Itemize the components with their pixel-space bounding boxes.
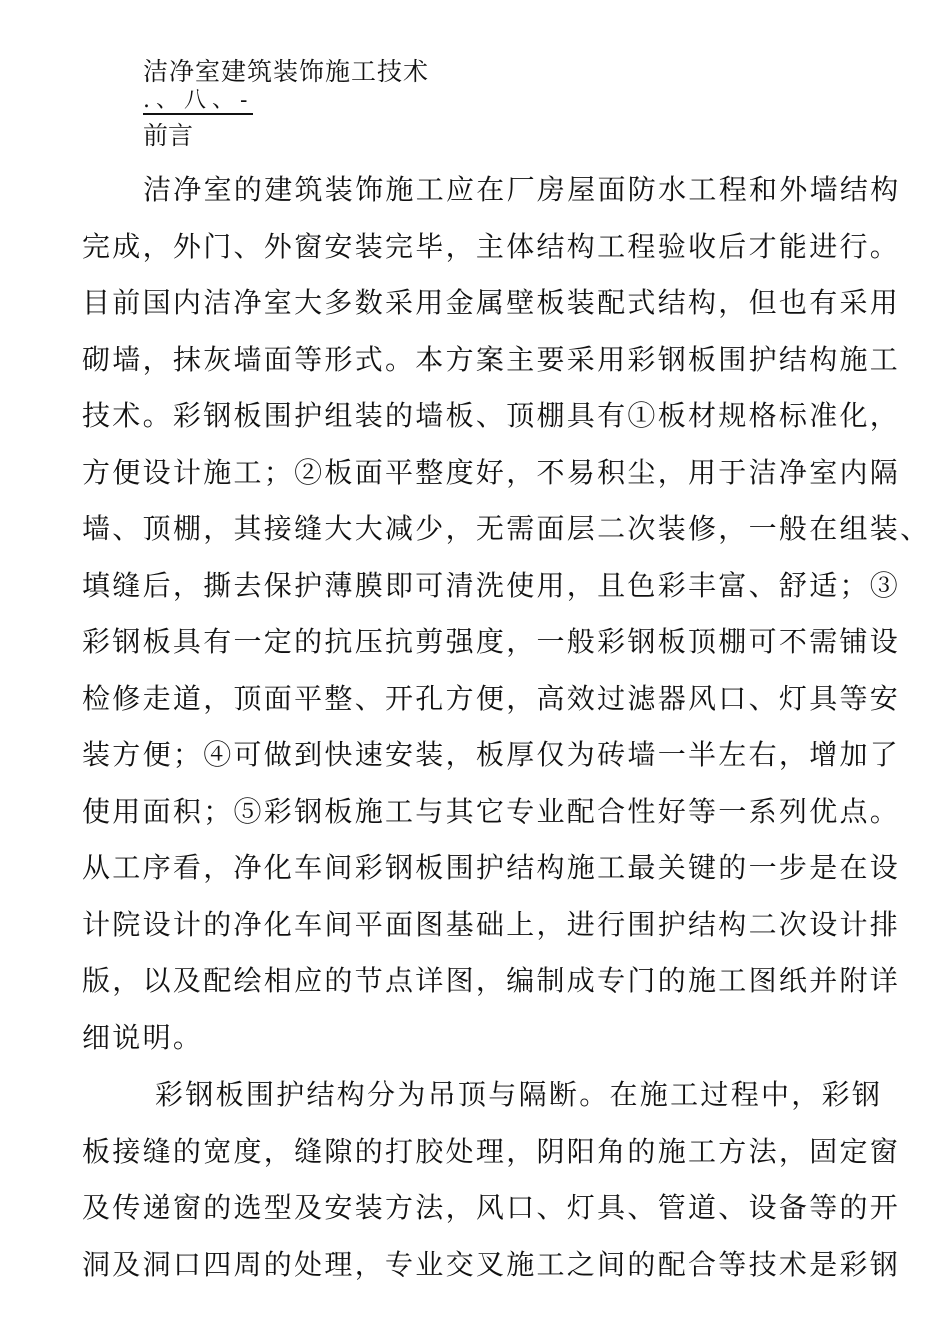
paragraph-line: 技术。彩钢板围护组装的墙板、顶棚具有①板材规格标准化，	[82, 399, 901, 432]
paragraph-line: 使用面积；⑤彩钢板施工与其它专业配合性好等一系列优点。	[82, 794, 901, 828]
paragraph-line: 填缝后，撕去保护薄膜即可清洗使用，且色彩丰富、舒适；③	[82, 568, 901, 602]
paragraph-line: 细说明。	[82, 1020, 204, 1054]
paragraph-line: 及传递窗的选型及安装方法，风口、灯具、管道、设备等的开	[82, 1191, 901, 1224]
paragraph-line: 完成，外门、外窗安装完毕，主体结构工程验收后才能进行。	[82, 229, 901, 263]
paragraph-line: 方便设计施工；②板面平整度好，不易积尘，用于洁净室内隔	[82, 455, 901, 489]
paragraph-line: 目前国内洁净室大多数采用金属壁板装配式结构，但也有采用	[82, 286, 901, 319]
paragraph-line: 装方便；④可做到快速安装，板厚仅为砖墙一半左右，增加了	[82, 738, 901, 771]
section-heading: 前言	[143, 121, 194, 150]
paragraph-line: 彩钢板具有一定的抗压抗剪强度，一般彩钢板顶棚可不需铺设	[82, 625, 901, 658]
paragraph-line: 板接缝的宽度，缝隙的打胶处理，阴阳角的施工方法，固定窗	[82, 1134, 901, 1168]
paragraph-line: 砌墙，抹灰墙面等形式。本方案主要采用彩钢板围护结构施工	[82, 342, 901, 376]
paragraph-line: 彩钢板围护结构分为吊顶与隔断。在施工过程中，彩钢	[155, 1078, 883, 1111]
paragraph-line: 洞及洞口四周的处理，专业交叉施工之间的配合等技术是彩钢	[82, 1247, 901, 1281]
paragraph-line: 洁净室的建筑装饰施工应在厂房屋面防水工程和外墙结构	[143, 173, 901, 206]
paragraph-line: 从工序看，净化车间彩钢板围护结构施工最关键的一步是在设	[82, 851, 901, 884]
document-title: 洁净室建筑装饰施工技术	[143, 57, 430, 86]
document-subtitle: .、八、-	[143, 88, 254, 113]
paragraph-line: 计院设计的净化车间平面图基础上，进行围护结构二次设计排	[82, 907, 901, 941]
paragraph-line: 检修走道，顶面平整、开孔方便，高效过滤器风口、灯具等安	[82, 681, 901, 715]
paragraph-line: 墙、顶棚，其接缝大大减少，无需面层二次装修，一般在组装、	[82, 512, 931, 545]
paragraph-line: 版，以及配绘相应的节点详图，编制成专门的施工图纸并附详	[82, 964, 901, 997]
